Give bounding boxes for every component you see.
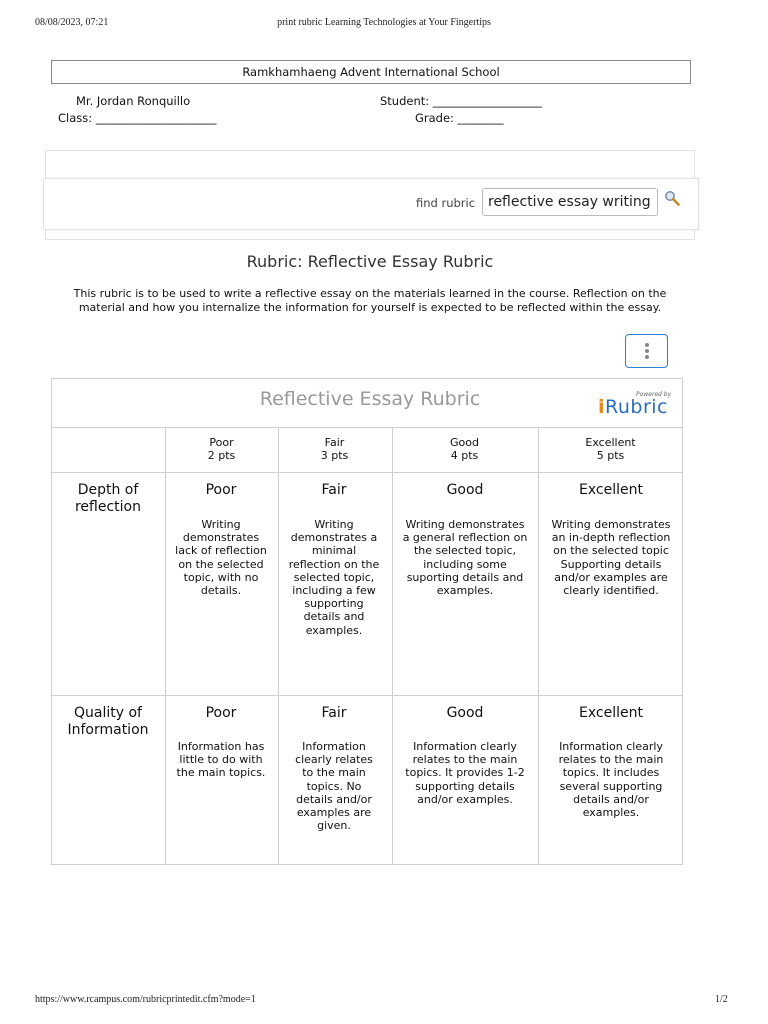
row-divider xyxy=(52,695,682,696)
powered-by-label: Powered by xyxy=(636,391,672,398)
class-field: Class: _____________________ xyxy=(58,111,217,125)
magnifier-icon[interactable] xyxy=(664,190,680,206)
criterion-name: Depth of reflection xyxy=(74,482,141,515)
cell-description: Information has little to do with the main topics. xyxy=(176,740,266,780)
rubric-cell[interactable] xyxy=(175,482,267,597)
footer-url: https://www.rcampus.com/rubricprintedit.cfm?mode=1 xyxy=(35,994,256,1005)
rubric-name: Reflective Essay Rubric xyxy=(259,388,481,410)
student-field: Student: ___________________ xyxy=(380,94,543,108)
rubric-cell[interactable] xyxy=(402,705,528,806)
cell-description: Information clearly relates to the main topics. No details and/or examples are given. xyxy=(295,740,373,833)
cell-level-title: Excellent xyxy=(579,705,643,721)
level-header-good: Good 4 pts xyxy=(450,436,479,462)
grade-field: Grade: ________ xyxy=(415,111,504,125)
level-header-fair: Fair 3 pts xyxy=(320,436,349,462)
column-divider xyxy=(538,427,539,864)
cell-level-title: Fair xyxy=(321,482,347,498)
cell-level-title: Poor xyxy=(205,482,237,498)
level-header-poor: Poor 2 pts xyxy=(207,436,236,462)
cell-description: Writing demonstrates a minimal reflection on the selected topic, including a few supporting details and examples. xyxy=(288,518,380,637)
print-page-title: print rubric Learning Technologies at Your Fingertips xyxy=(277,17,491,28)
kebab-dot xyxy=(645,355,649,359)
cell-description: Information clearly relates to the main topics. It includes several supporting details and/or examples. xyxy=(558,740,664,820)
cell-level-title: Excellent xyxy=(579,482,643,498)
kebab-dot xyxy=(645,343,649,347)
cell-description: Writing demonstrates an in-depth reflection on the selected topic Supporting details and/or examples are clearly identified. xyxy=(551,518,671,598)
rubric-cell[interactable] xyxy=(288,482,380,637)
column-divider xyxy=(278,427,279,864)
irubric-wordmark: iRubric xyxy=(598,396,669,418)
page-number: 1/2 xyxy=(715,994,728,1005)
find-rubric-label: find rubric xyxy=(416,196,476,210)
rubric-cell[interactable] xyxy=(288,705,380,832)
column-divider xyxy=(392,427,393,864)
kebab-dot xyxy=(645,349,649,353)
cell-level-title: Good xyxy=(446,705,484,721)
cell-level-title: Good xyxy=(446,482,484,498)
rubric-cell[interactable] xyxy=(548,482,674,597)
rubric-description: This rubric is to be used to write a reflective essay on the materials learned in the course. Reflection on the material and how you internalize the information for yourself is expected to be reflected within the essay. xyxy=(73,287,667,314)
cell-level-title: Poor xyxy=(205,705,237,721)
rubric-heading: Rubric: Reflective Essay Rubric xyxy=(246,252,494,271)
rubric-cell[interactable] xyxy=(548,705,674,819)
row-divider xyxy=(52,427,682,428)
search-input[interactable] xyxy=(482,188,658,216)
row-divider xyxy=(52,472,682,473)
column-divider xyxy=(165,427,166,864)
cell-description: Writing demonstrates lack of reflection on the selected topic, with no details. xyxy=(175,518,267,598)
print-datetime: 08/08/2023, 07:21 xyxy=(35,17,109,28)
cell-description: Information clearly relates to the main topics. It provides 1-2 supporting details and/or examples. xyxy=(405,740,525,806)
irubric-logo xyxy=(598,391,678,419)
teacher-name: Mr. Jordan Ronquillo xyxy=(76,94,191,108)
rubric-cell[interactable] xyxy=(402,482,528,597)
cell-level-title: Fair xyxy=(321,705,347,721)
school-name: Ramkhamhaeng Advent International School xyxy=(51,60,691,84)
rubric-cell[interactable] xyxy=(175,705,267,780)
cell-description: Writing demonstrates a general reflection on the selected topic, including some suporting details and examples. xyxy=(402,518,528,598)
criterion-name: Quality of Information xyxy=(67,705,149,738)
level-header-excellent: Excellent 5 pts xyxy=(585,436,636,462)
more-options-button[interactable] xyxy=(625,334,668,368)
